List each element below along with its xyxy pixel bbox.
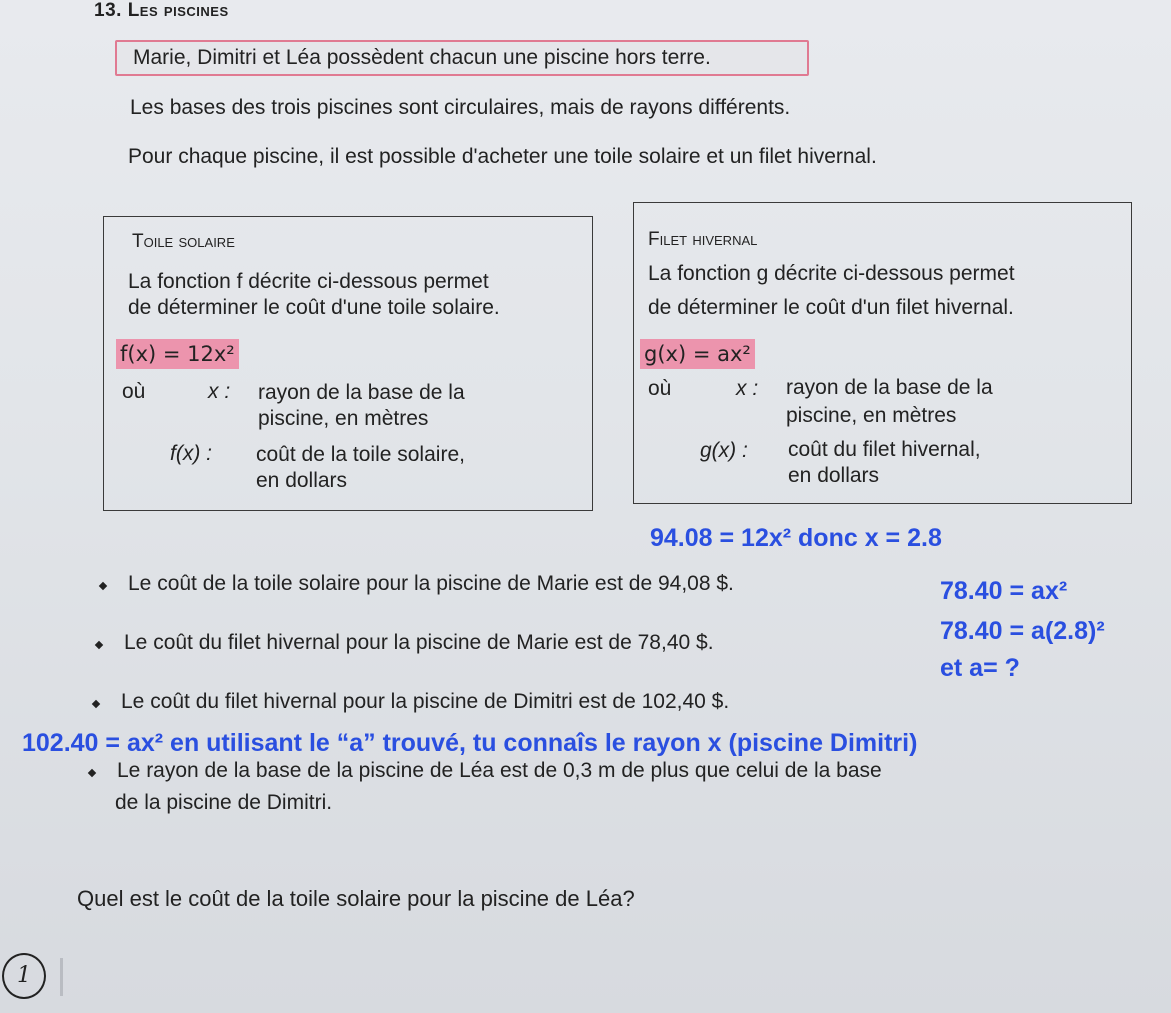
filet-def-x-line1: rayon de la base de la <box>786 376 993 399</box>
toile-def-x-line2: piscine, en mètres <box>258 407 429 430</box>
bullet-dimitri-filet: Le coût du filet hivernal pour la piscine de Dimitri est de 102,40 $. <box>121 690 730 713</box>
toile-ou: où <box>122 380 146 403</box>
toile-formula: f(x) = 12x² <box>116 339 239 369</box>
annotation-substitute: 78.40 = a(2.8)² <box>940 617 1105 645</box>
exercise-number: 13. <box>94 0 122 21</box>
paragraph-bases: Les bases des trois piscines sont circulaires, mais de rayons différents. <box>130 96 791 119</box>
toile-var-x: x : <box>208 380 231 403</box>
filet-ou: où <box>648 377 672 400</box>
bullet-marie-toile: Le coût de la toile solaire pour la piscine de Marie est de 94,08 $. <box>128 572 734 595</box>
paragraph-options: Pour chaque piscine, il est possible d'acheter une toile solaire et un filet hivernal. <box>128 145 877 168</box>
exercise-heading <box>94 0 229 22</box>
toile-desc-line2: de déterminer le coût d'une toile solaire. <box>128 296 500 319</box>
pencil-stroke <box>60 958 63 996</box>
step-marker: 1 <box>2 953 46 999</box>
question-text: Quel est le coût de la toile solaire pour la piscine de Léa? <box>77 886 635 911</box>
filet-formula: g(x) = ax² <box>640 339 755 369</box>
filet-var-x: x : <box>736 377 759 400</box>
exercise-title: Les piscines <box>127 0 229 21</box>
toile-def-f-line2: en dollars <box>256 469 348 492</box>
toile-title: Toile solaire <box>132 231 235 252</box>
filet-desc-line1: La fonction g décrite ci-dessous permet <box>648 262 1015 285</box>
annotation-dimitri-radius: 102.40 = ax² en utilisant le “a” trouvé, tu connaîs le rayon x (piscine Dimitri) <box>22 729 918 757</box>
toile-def-x-line1: rayon de la base de la <box>258 381 465 404</box>
intro-text: Marie, Dimitri et Léa possèdent chacun une piscine hors terre. <box>133 46 711 69</box>
annotation-eq-a: 78.40 = ax² <box>940 577 1068 605</box>
filet-def-g-line1: coût du filet hivernal, <box>788 438 981 461</box>
bullet-lea-radius-line2: de la piscine de Dimitri. <box>115 791 333 814</box>
filet-var-g: g(x) : <box>700 439 748 462</box>
bullet-lea-radius-line1: Le rayon de la base de la piscine de Léa est de 0,3 m de plus que celui de la base <box>117 759 882 782</box>
filet-def-g-line2: en dollars <box>788 464 880 487</box>
annotation-solve-x: 94.08 = 12x² donc x = 2.8 <box>650 524 942 552</box>
annotation-find-a: et a= ? <box>940 654 1020 682</box>
toile-solaire-box <box>103 216 593 511</box>
filet-def-x-line2: piscine, en mètres <box>786 404 957 427</box>
toile-desc-line1: La fonction f décrite ci-dessous permet <box>128 270 489 293</box>
toile-var-f: f(x) : <box>170 442 212 465</box>
toile-def-f-line1: coût de la toile solaire, <box>256 443 465 466</box>
filet-desc-line2: de déterminer le coût d'un filet hivernal. <box>648 296 1014 319</box>
filet-hivernal-box <box>633 202 1132 504</box>
filet-title: Filet hivernal <box>648 229 758 250</box>
intro-highlight-box <box>115 40 809 76</box>
bullet-marie-filet: Le coût du filet hivernal pour la piscine de Marie est de 78,40 $. <box>124 631 714 654</box>
